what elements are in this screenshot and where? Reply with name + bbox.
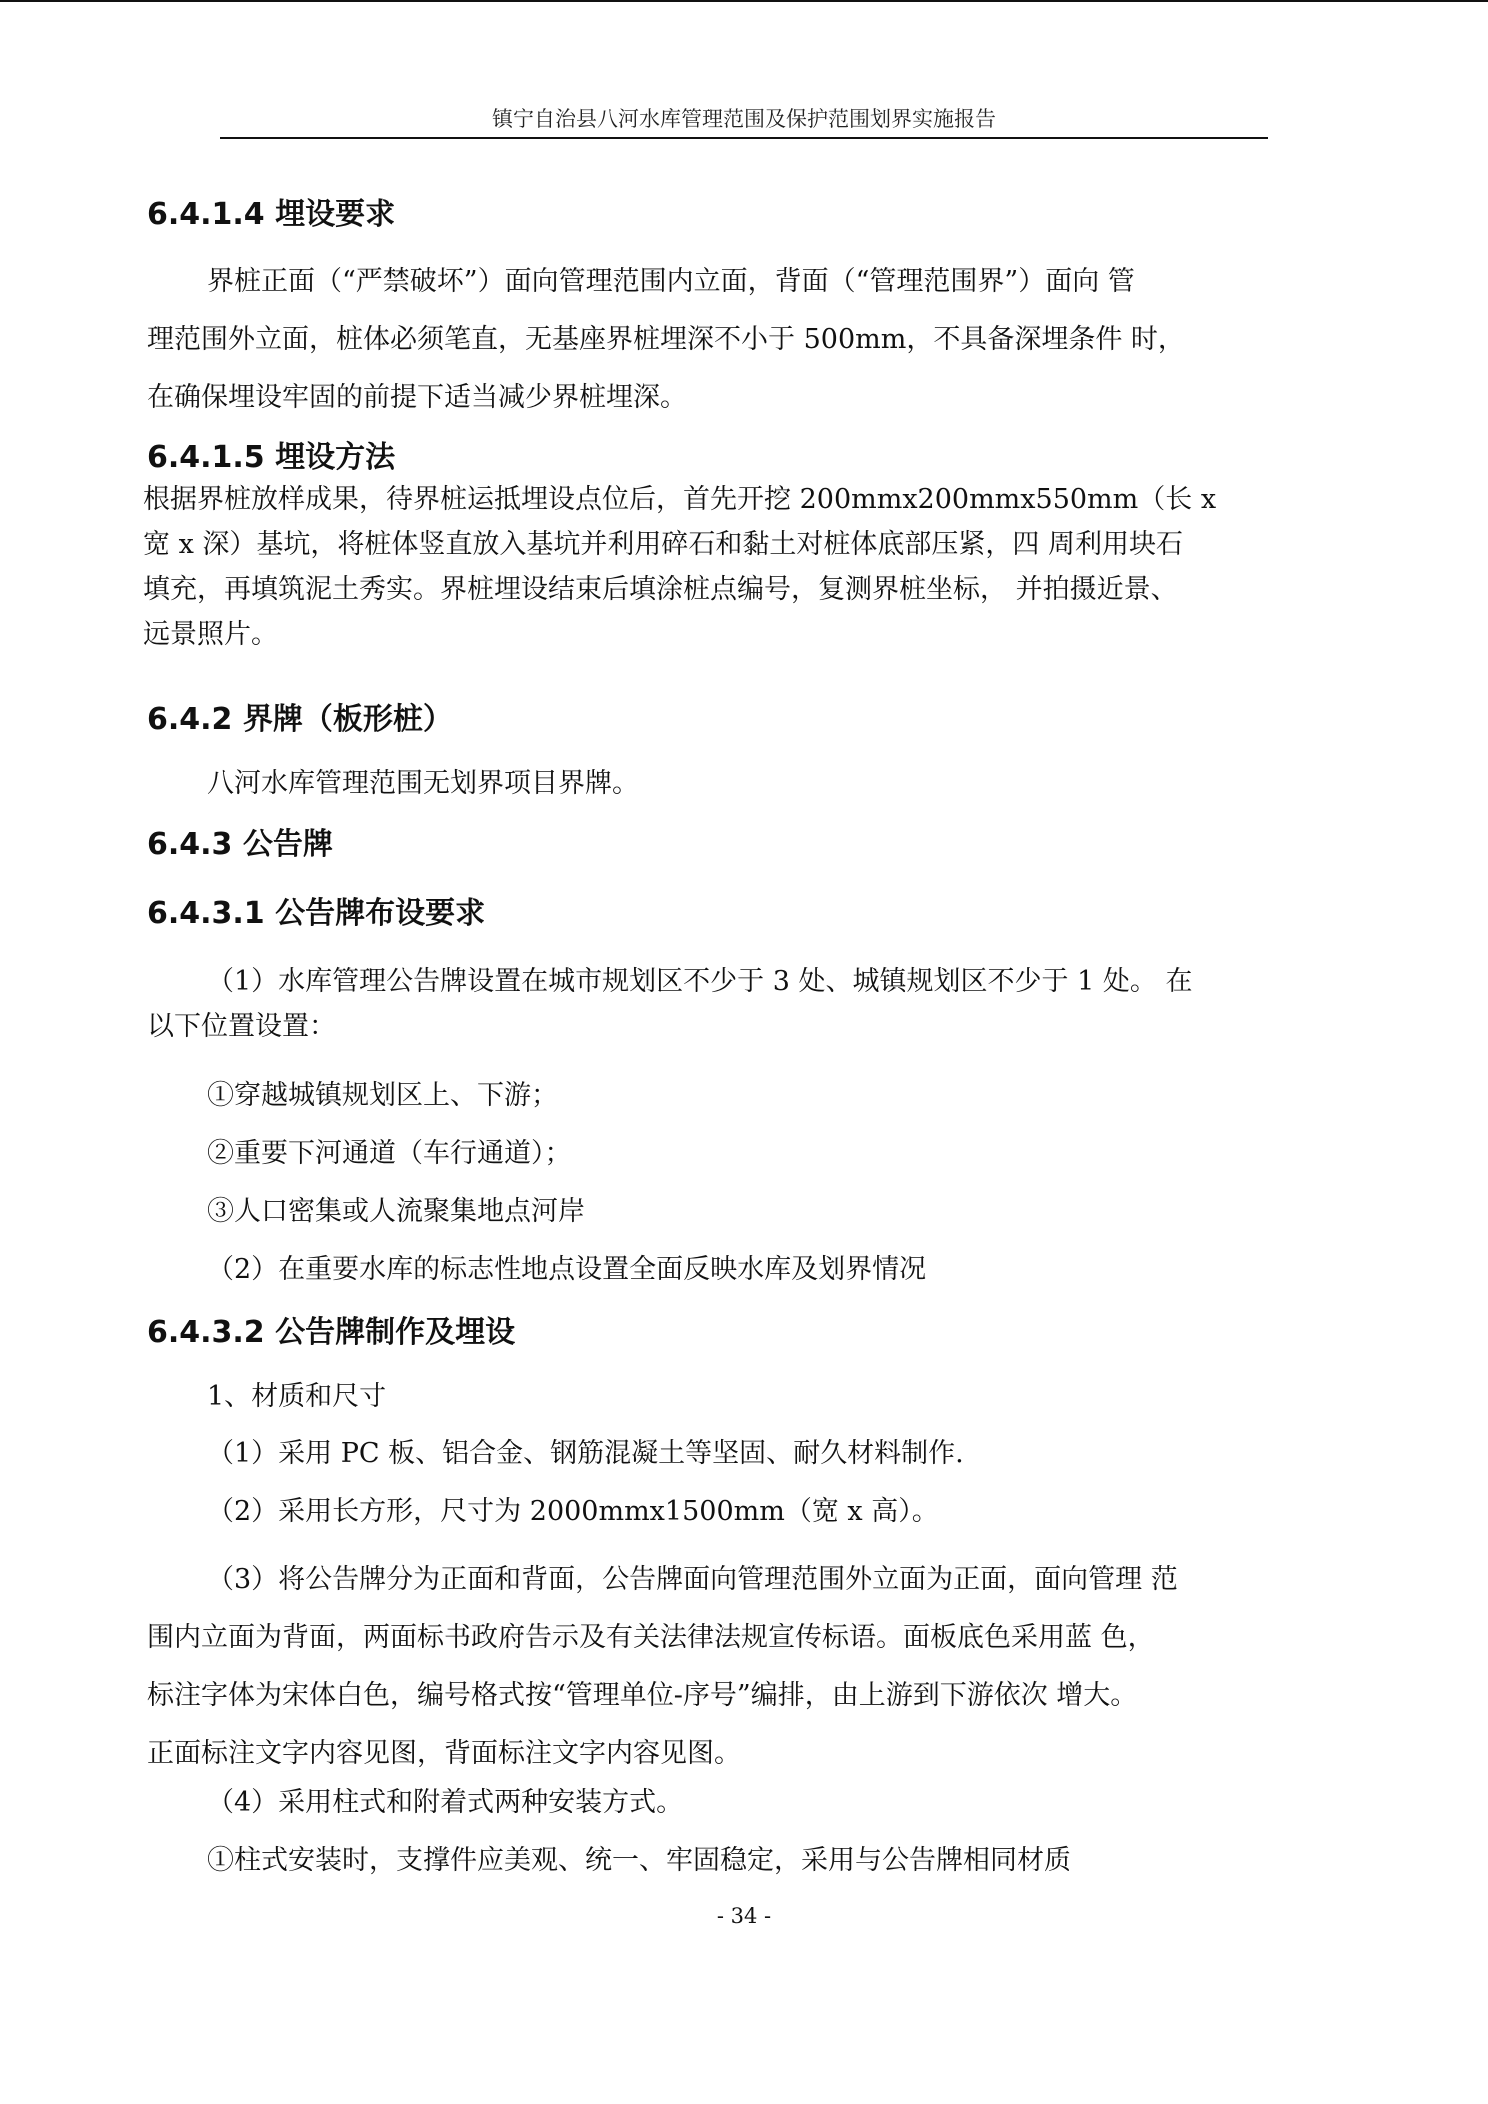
header-divider (220, 137, 1268, 139)
list-item: （1）采用 PC 板、铝合金、钢筋混凝土等坚固、耐久材料制作. (207, 1438, 964, 1469)
text-line: 围内立面为背面，两面标书政府告示及有关法律法规宣传标语。面板底色采用蓝 色， (147, 1622, 1155, 1653)
heading-6-4-1-4: 6.4.1.4 埋设要求 (147, 197, 396, 232)
list-item: ③人口密集或人流聚集地点河岸 (207, 1196, 585, 1227)
paragraph-placement-requirement (147, 959, 1327, 1049)
paragraph-burial-requirements (147, 253, 1327, 427)
heading-6-4-3-1: 6.4.3.1 公告牌布设要求 (147, 896, 486, 931)
text-line: 界桩正面（“严禁破坏”）面向管理范围内立面，背面（“管理范围界”）面向 管 (207, 266, 1135, 297)
text-line: 远景照片。 (143, 619, 278, 650)
text-line: 填充，再填筑泥土秀实。界桩埋设结束后填涂桩点编号，复测界桩坐标， 并拍摄近景、 (143, 574, 1178, 605)
paragraph-burial-method (143, 477, 1323, 657)
text-line: 理范围外立面，桩体必须笔直，无基座界桩埋深不小于 500mm，不具备深埋条件 时， (147, 324, 1185, 355)
text-line: 标注字体为宋体白色，编号格式按“管理单位-序号”编排，由上游到下游依次 增大。 (147, 1680, 1138, 1711)
list-item: （2）采用长方形，尺寸为 2000mmx1500mm（宽 x 高）。 (207, 1496, 939, 1527)
heading-6-4-3: 6.4.3 公告牌 (147, 827, 333, 862)
list-item: ①柱式安装时，支撑件应美观、统一、牢固稳定，采用与公告牌相同材质 (207, 1845, 1071, 1876)
page-number: - 34 - (716, 1904, 772, 1928)
text-line: （3）将公告牌分为正面和背面，公告牌面向管理范围外立面为正面，面向管理 范 (207, 1564, 1178, 1595)
heading-6-4-1-5: 6.4.1.5 埋设方法 (147, 440, 396, 475)
text-line: 根据界桩放样成果，待界桩运抵埋设点位后，首先开挖 200mmx200mmx550mm（长 x (143, 484, 1217, 515)
list-item: 1、材质和尺寸 (207, 1381, 387, 1412)
text-line: 以下位置设置： (147, 1011, 336, 1042)
list-item: ②重要下河通道（车行通道）； (207, 1138, 572, 1169)
boundary-sign-note: 八河水库管理范围无划界项目界牌。 (207, 768, 639, 799)
list-item: （4）采用柱式和附着式两种安装方式。 (207, 1787, 684, 1818)
page-top-border (0, 0, 1488, 2)
text-line: 在确保埋设牢固的前提下适当减少界桩埋深。 (147, 382, 687, 413)
paragraph-sign-faces (147, 1551, 1327, 1783)
text-line: （1）水库管理公告牌设置在城市规划区不少于 3 处、城镇规划区不少于 1 处。 在 (207, 966, 1193, 997)
list-item: （2）在重要水库的标志性地点设置全面反映水库及划界情况 (207, 1254, 927, 1285)
heading-6-4-3-2: 6.4.3.2 公告牌制作及埋设 (147, 1315, 516, 1350)
list-item: ①穿越城镇规划区上、下游； (207, 1080, 558, 1111)
text-line: 宽 x 深）基坑，将桩体竖直放入基坑并利用碎石和黏土对桩体底部压紧，四 周利用块石 (143, 529, 1183, 560)
running-header: 镇宁自治县八河水库管理范围及保护范围划界实施报告 (492, 107, 996, 131)
text-line: 正面标注文字内容见图，背面标注文字内容见图。 (147, 1738, 741, 1769)
heading-6-4-2: 6.4.2 界牌（板形桩） (147, 702, 453, 737)
